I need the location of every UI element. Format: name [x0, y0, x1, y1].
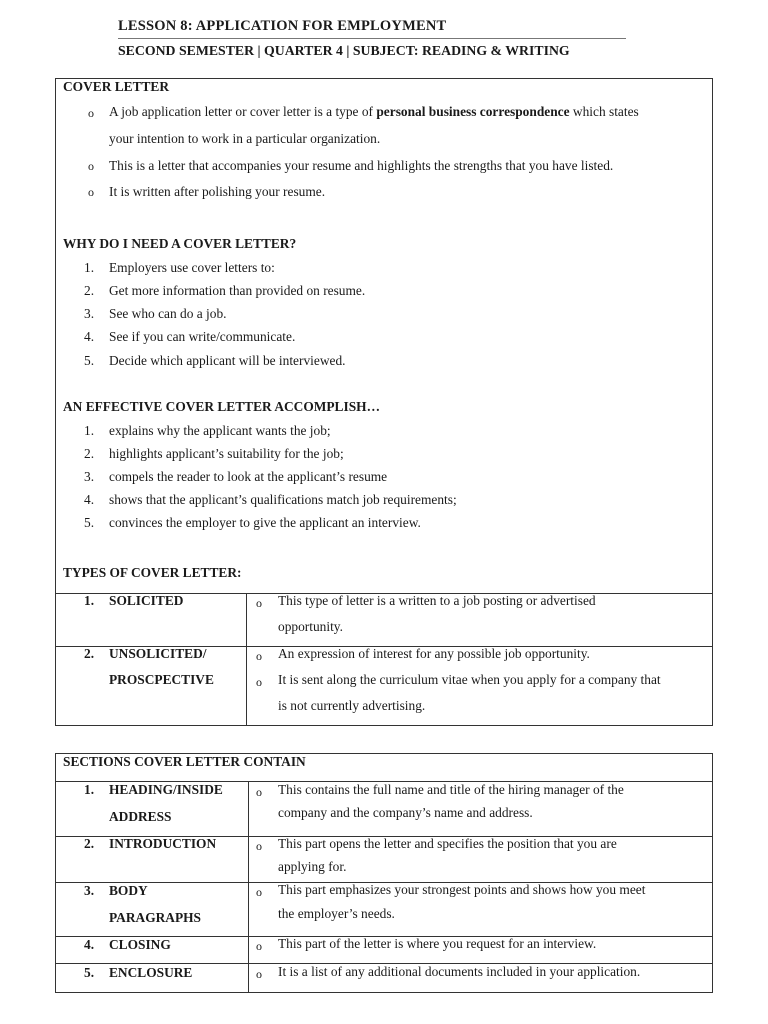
effective-num: 5. [84, 515, 95, 530]
effective-item: shows that the applicant’s qualifications match job requirements; [109, 492, 457, 507]
effective-item: compels the reader to look at the applicant’s resume [109, 469, 388, 484]
section-description: This part of the letter is where you request for an interview. [278, 936, 597, 951]
bullet-icon: o [88, 159, 94, 173]
why-num: 5. [84, 353, 95, 368]
type-description: is not currently advertising. [278, 698, 426, 713]
table-rule [248, 781, 249, 992]
bullet-icon: o [256, 596, 262, 610]
document-header [118, 16, 626, 62]
why-num: 4. [84, 329, 95, 344]
bullet-icon: o [88, 106, 94, 120]
bullet-icon: o [256, 785, 262, 799]
section-label-heading: HEADING/INSIDE [109, 782, 223, 797]
section-label-body-cont: PARAGRAPHS [109, 910, 201, 925]
effective-num: 2. [84, 446, 95, 461]
effective-num: 4. [84, 492, 95, 507]
bullet-icon: o [256, 839, 262, 853]
effective-heading: AN EFFECTIVE COVER LETTER ACCOMPLISH… [63, 399, 380, 414]
section-num: 3. [84, 883, 95, 898]
type-description: An expression of interest for any possible job opportunity. [278, 646, 590, 661]
section-description: This contains the full name and title of the hiring manager of the [278, 782, 624, 797]
sections-box [55, 753, 713, 993]
header-divider [118, 38, 626, 39]
bullet-icon: o [256, 967, 262, 981]
effective-num: 1. [84, 423, 95, 438]
bullet-icon: o [256, 939, 262, 953]
why-num: 1. [84, 260, 95, 275]
why-item: See who can do a job. [109, 306, 227, 321]
section-num: 4. [84, 937, 95, 952]
effective-item: explains why the applicant wants the job; [109, 423, 331, 438]
bullet-icon: o [88, 185, 94, 199]
type-label-solicited: SOLICITED [109, 593, 184, 608]
why-item: Get more information than provided on resume. [109, 283, 366, 298]
type-description: This type of letter is a written to a job posting or advertised [278, 593, 596, 608]
lesson-title: LESSON 8: APPLICATION FOR EMPLOYMENT [118, 18, 447, 34]
effective-item: convinces the employer to give the applicant an interview. [109, 515, 421, 530]
type-num: 1. [84, 593, 95, 608]
bullet-icon: o [256, 649, 262, 663]
effective-item: highlights applicant’s suitability for the job; [109, 446, 344, 461]
why-item: Decide which applicant will be interviewed. [109, 353, 346, 368]
cover-letter-bullet-1: A job application letter or cover letter is a type of personal business correspondence which states [109, 104, 639, 119]
type-num: 2. [84, 646, 95, 661]
why-num: 3. [84, 306, 95, 321]
types-heading: TYPES OF COVER LETTER: [63, 565, 242, 580]
section-label-heading-cont: ADDRESS [109, 809, 172, 824]
section-label-introduction: INTRODUCTION [109, 836, 217, 851]
section-label-body: BODY [109, 883, 148, 898]
bullet-icon: o [256, 675, 262, 689]
section-num: 1. [84, 782, 95, 797]
why-item: See if you can write/communicate. [109, 329, 296, 344]
bullet-icon: o [256, 885, 262, 899]
section-description: company and the company’s name and address. [278, 805, 533, 820]
section-description: applying for. [278, 859, 347, 874]
type-label-unsolicited-cont: PROSCPECTIVE [109, 672, 214, 687]
type-description: It is sent along the curriculum vitae when you apply for a company that [278, 672, 661, 687]
type-label-unsolicited: UNSOLICITED/ [109, 646, 207, 661]
why-num: 2. [84, 283, 95, 298]
section-label-enclosure: ENCLOSURE [109, 965, 193, 980]
cover-letter-bullet-1-cont: your intention to work in a particular organization. [109, 131, 381, 146]
table-rule [246, 593, 247, 725]
why-item: Employers use cover letters to: [109, 260, 275, 275]
section-description: the employer’s needs. [278, 906, 395, 921]
section-description: This part emphasizes your strongest points and shows how you meet [278, 882, 646, 897]
sections-heading: SECTIONS COVER LETTER CONTAIN [63, 754, 306, 769]
why-heading: WHY DO I NEED A COVER LETTER? [63, 236, 297, 251]
section-num: 5. [84, 965, 95, 980]
effective-num: 3. [84, 469, 95, 484]
cover-letter-bullet-2: This is a letter that accompanies your resume and highlights the strengths that you have listed. [109, 158, 614, 173]
lesson-subtitle: SECOND SEMESTER | QUARTER 4 | SUBJECT: READING & WRITING [118, 43, 570, 58]
section-label-closing: CLOSING [109, 937, 171, 952]
section-description: It is a list of any additional documents included in your application. [278, 964, 641, 979]
cover-letter-box [55, 78, 713, 726]
cover-letter-heading: COVER LETTER [63, 79, 170, 94]
cover-letter-bullet-3: It is written after polishing your resume. [109, 184, 326, 199]
type-description: opportunity. [278, 619, 343, 634]
section-description: This part opens the letter and specifies the position that you are [278, 836, 617, 851]
section-num: 2. [84, 836, 95, 851]
